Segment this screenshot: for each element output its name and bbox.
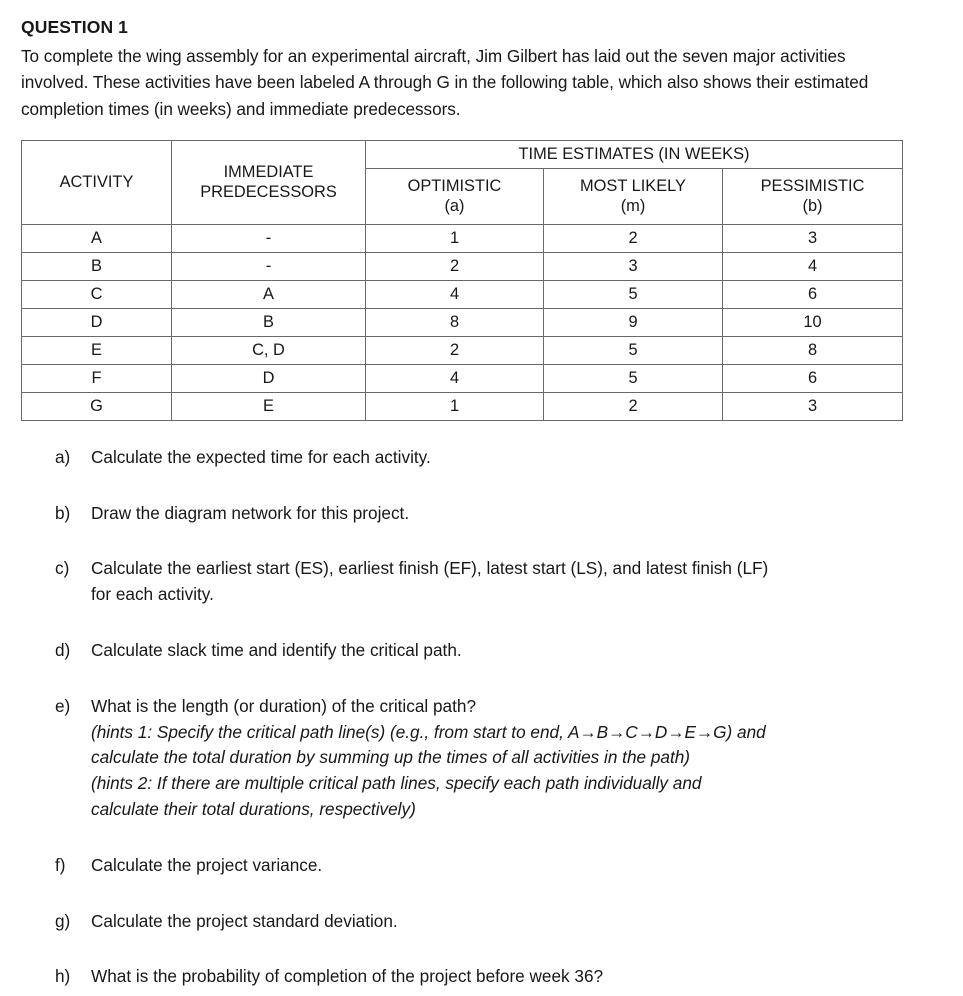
question-line: What is the length (or duration) of the critical path? (91, 695, 477, 716)
column-header-optimistic-line1: OPTIMISTIC (407, 177, 502, 196)
table-row (22, 280, 903, 308)
column-header-pessimistic-line1: PESSIMISTIC (760, 177, 865, 196)
cell-most-likely: 5 (544, 364, 723, 392)
cell-activity: C (22, 280, 172, 308)
cell-pessimistic: 6 (723, 364, 903, 392)
question-text (91, 694, 963, 823)
table-header-row-1 (22, 140, 903, 168)
cell-predecessors: D (172, 364, 366, 392)
question-text (91, 964, 963, 990)
cell-most-likely: 5 (544, 336, 723, 364)
critical-path-example: A→B→C→D→E→G (568, 721, 727, 742)
column-header-optimistic-line2: (a) (444, 197, 465, 216)
table-row (22, 252, 903, 280)
time-estimates-table-wrapper (21, 140, 902, 421)
column-header-predecessors-line1: IMMEDIATE (223, 163, 314, 182)
table-row (22, 224, 903, 252)
hint-suffix: ) and (726, 721, 766, 742)
cell-most-likely: 3 (544, 252, 723, 280)
question-hint2-line1: (hints 2: If there are multiple critical path lines, specify each path individually and (91, 773, 702, 794)
question-line: for each activity. (91, 584, 214, 605)
cell-optimistic: 8 (366, 308, 544, 336)
table-row (22, 308, 903, 336)
table-row (22, 392, 903, 420)
column-header-time-estimates: TIME ESTIMATES (IN WEEKS) (366, 140, 903, 168)
column-header-predecessors (172, 140, 366, 224)
question-text (91, 638, 963, 664)
question-item-c (0, 556, 963, 608)
question-item-f (0, 853, 963, 879)
cell-activity: E (22, 336, 172, 364)
column-header-pessimistic-line2: (b) (802, 197, 823, 216)
question-label: c) (55, 558, 70, 579)
cell-activity: F (22, 364, 172, 392)
cell-pessimistic: 8 (723, 336, 903, 364)
question-text (91, 501, 963, 527)
page-title: QUESTION 1 (21, 17, 128, 37)
hint-prefix: (hints 1: Specify the critical path line(s) (e.g., from start to end, (91, 721, 568, 742)
question-item-g (0, 909, 963, 935)
question-label: e) (55, 695, 71, 716)
cell-activity: D (22, 308, 172, 336)
table-header (22, 140, 903, 224)
question-line: Draw the diagram network for this project. (91, 502, 410, 523)
question-list (0, 445, 963, 990)
column-header-most-likely-line1: MOST LIKELY (580, 177, 686, 196)
cell-optimistic: 1 (366, 392, 544, 420)
column-header-predecessors-line2: PREDECESSORS (200, 183, 337, 202)
cell-most-likely: 5 (544, 280, 723, 308)
question-line: Calculate slack time and identify the critical path. (91, 640, 462, 660)
column-header-most-likely (544, 168, 723, 224)
question-hint1-line2: calculate the total duration by summing up the times of all activities in the path) (91, 747, 691, 768)
cell-pessimistic: 10 (723, 308, 903, 336)
question-item-d (0, 638, 963, 664)
question-label: b) (55, 502, 71, 523)
cell-most-likely: 9 (544, 308, 723, 336)
question-hint2-line2: calculate their total durations, respectively) (91, 798, 416, 819)
question-label: a) (55, 446, 71, 467)
cell-pessimistic: 4 (723, 252, 903, 280)
question-line: Calculate the expected time for each activity. (91, 446, 431, 467)
question-label: d) (55, 640, 71, 660)
question-item-e (0, 694, 963, 823)
time-estimates-table (21, 140, 903, 421)
question-line: Calculate the project standard deviation. (91, 910, 398, 931)
cell-predecessors: - (172, 252, 366, 280)
cell-most-likely: 2 (544, 224, 723, 252)
column-header-optimistic (366, 168, 544, 224)
cell-pessimistic: 3 (723, 224, 903, 252)
question-item-b (0, 501, 963, 527)
column-header-activity: ACTIVITY (22, 140, 172, 224)
cell-activity: B (22, 252, 172, 280)
cell-optimistic: 4 (366, 280, 544, 308)
cell-predecessors: E (172, 392, 366, 420)
question-label: g) (55, 910, 71, 931)
question-line: Calculate the earliest start (ES), earliest finish (EF), latest start (LS), and latest finish (LF) (91, 558, 769, 579)
question-line: Calculate the project variance. (91, 854, 323, 875)
cell-optimistic: 1 (366, 224, 544, 252)
cell-pessimistic: 3 (723, 392, 903, 420)
cell-predecessors: - (172, 224, 366, 252)
cell-predecessors: B (172, 308, 366, 336)
column-header-most-likely-line2: (m) (620, 197, 646, 216)
table-body (22, 224, 903, 420)
question-label: h) (55, 966, 71, 987)
question-text (91, 853, 963, 879)
cell-activity: G (22, 392, 172, 420)
cell-most-likely: 2 (544, 392, 723, 420)
question-item-a (0, 445, 963, 471)
question-text (91, 556, 963, 608)
cell-predecessors: C, D (172, 336, 366, 364)
cell-predecessors: A (172, 280, 366, 308)
question-item-h (0, 964, 963, 990)
question-hint-1-line1 (91, 720, 945, 746)
question-text (91, 445, 963, 471)
question-text (91, 909, 963, 935)
question-label: f) (55, 854, 66, 875)
cell-pessimistic: 6 (723, 280, 903, 308)
table-row (22, 336, 903, 364)
intro-paragraph: To complete the wing assembly for an experimental aircraft, Jim Gilbert has laid out the seven major activities involved. These activities have been labeled A through G in the following table, which also shows their estimated completion times (in weeks) and immediate predecessors. (21, 45, 869, 119)
question-line: What is the probability of completion of the project before week 36? (91, 966, 604, 987)
cell-optimistic: 4 (366, 364, 544, 392)
column-header-pessimistic (723, 168, 903, 224)
cell-activity: A (22, 224, 172, 252)
cell-optimistic: 2 (366, 252, 544, 280)
table-row (22, 364, 903, 392)
cell-optimistic: 2 (366, 336, 544, 364)
